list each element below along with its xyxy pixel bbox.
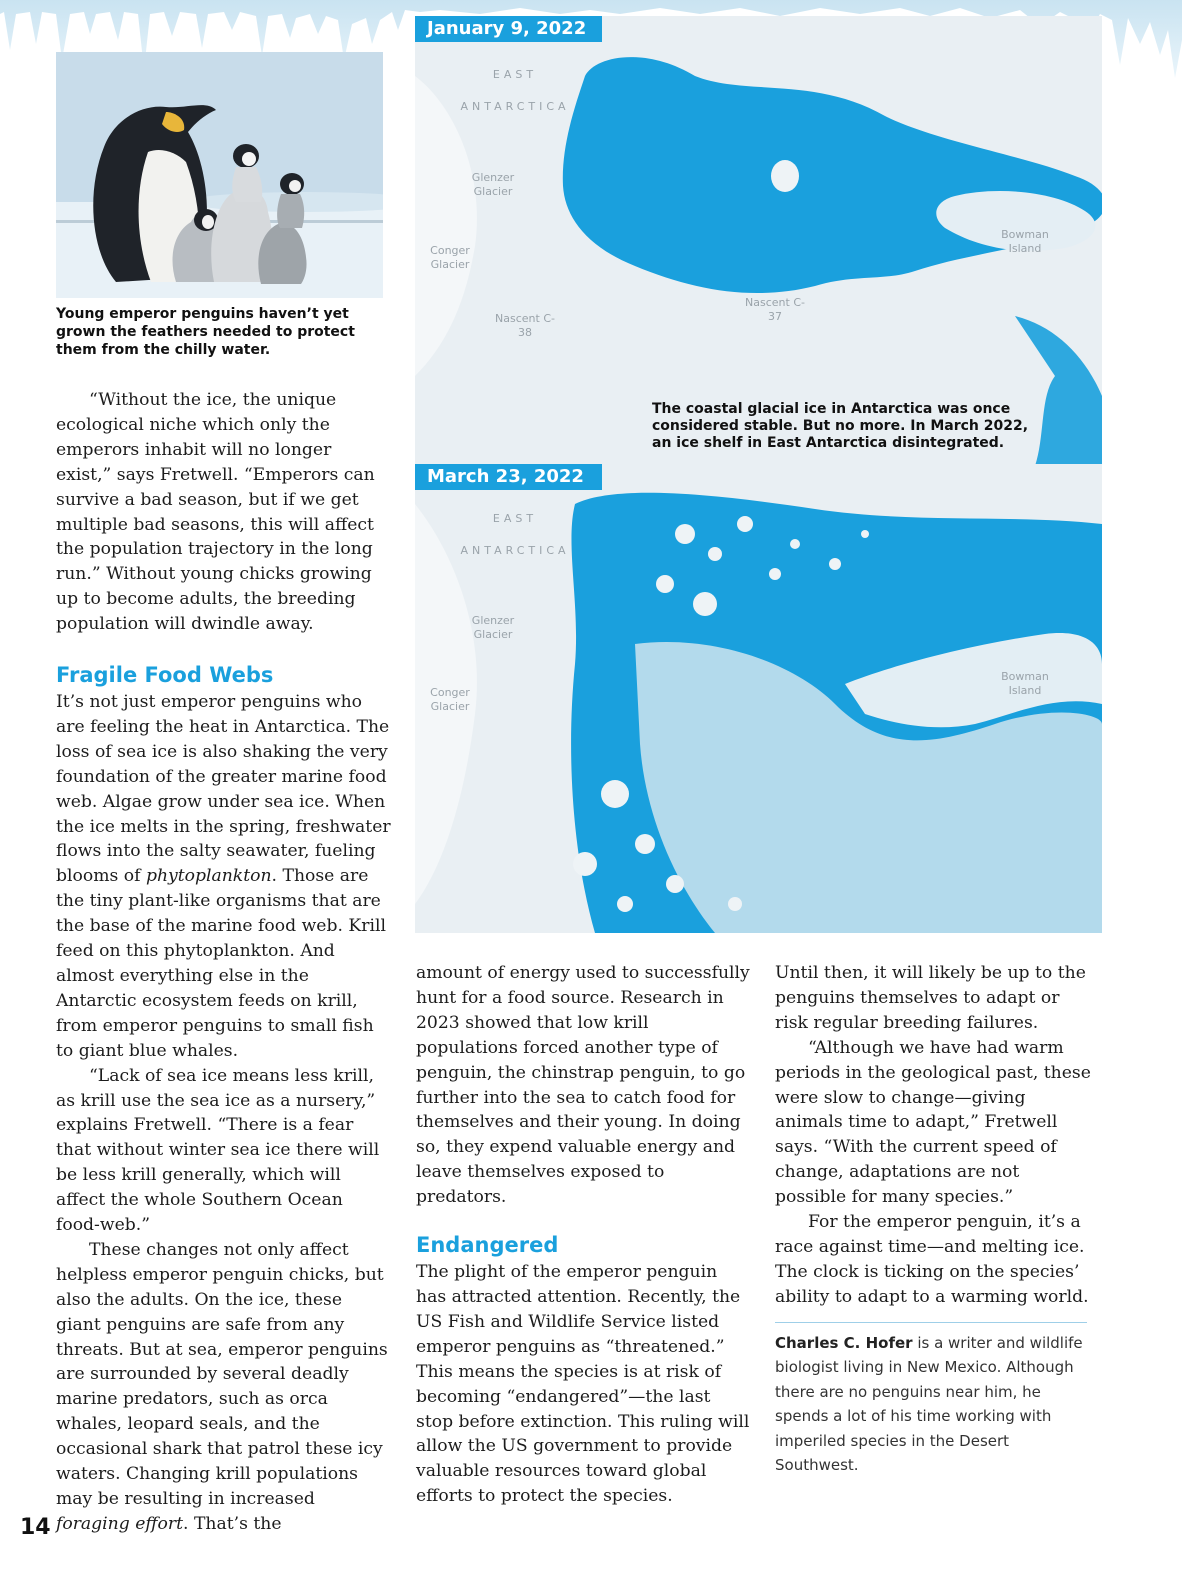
- paragraph-energy: amount of energy used to successfully hunt for a food source. Research in 2023 showed that low krill populations forced another type of penguin, the chinstrap penguin, to go further into the sea to catch food for themselves and their young. In doing so, they expend valuable energy and leave themselves exposed to predators.: [416, 963, 750, 1208]
- paragraph-adults: These changes not only affect helpless emperor penguin chicks, but also the adults. On the ice, these giant penguins are safe from any threats. But at sea, emperor penguins are surrounded by several deadly marine predators, such as orca whales, leopard seals, and the occasional shark that patrol these icy waters. Changing krill populations may be resulting in increased foraging effort. That’s the: [56, 1239, 388, 1534]
- map-label-bowman-island: Bowman Island: [1001, 670, 1049, 697]
- map-caption: The coastal glacial ice in Antarctica was once considered stable. But no more. In March 2022, an ice shelf in East Antarctica disintegrated.: [652, 401, 1029, 451]
- map-label-bowman-island: Bowman Island: [1001, 228, 1049, 255]
- penguin-photo: [56, 52, 383, 298]
- map-march-2022: [415, 464, 1102, 933]
- term-phytoplankton: phytoplankton: [145, 866, 272, 887]
- article-column-2: [416, 961, 751, 1509]
- map-label-antarctica: ANTARCTICA: [460, 544, 570, 557]
- paragraph-without-ice: “Without the ice, the unique ecological niche which only the emperors inhabit will no longer exist,” says Fretwell. “Emperors can survive a bad season, but if we get multiple bad seasons, this will affect the population trajectory in the long run.” Without young chicks growing up to become adults, the breeding population will dwindle away.: [56, 390, 375, 635]
- page-number: 14: [20, 1515, 51, 1540]
- paragraph-food-web: It’s not just emperor penguins who are feeling the heat in Antarctica. The loss of sea ice is also shaking the very foundation of the greater marine food web. Algae grow under sea ice. When the ice melts in the spring, freshwater flows into the salty seawater, fueling blooms of phytoplankton. Those are the tiny plant-like organisms that are the base of the marine food web. Krill feed on this phytoplankton. And almost everything else in the Antarctic ecosystem feeds on krill, from emperor penguins to small fish to giant blue whales.: [56, 692, 391, 1061]
- map-label-east: EAST: [492, 512, 538, 525]
- map-label-conger-glacier: Conger Glacier: [430, 686, 470, 713]
- paragraph-race-against-time: For the emperor penguin, it’s a race against time—and melting ice. The clock is ticking on the species’ ability to adapt to a warming world.: [775, 1212, 1089, 1307]
- article-column-1-top: [56, 388, 386, 637]
- map-label-glenzer-glacier: Glenzer Glacier: [471, 171, 515, 198]
- photo-caption: Young emperor penguins haven’t yet grown the feathers needed to protect them from the chilly water.: [56, 306, 355, 358]
- map-label-east: EAST: [492, 68, 538, 81]
- map-label-nascent-c38: Nascent C-38: [495, 312, 555, 339]
- paragraph-warm-periods: “Although we have had warm periods in the geological past, these were slow to change—giving animals time to adapt,” Fretwell says. “With the current speed of change, adaptations are not possible for many species.”: [775, 1037, 1091, 1208]
- article-column-1: [56, 662, 391, 1537]
- paragraph-plight: The plight of the emperor penguin has attracted attention. Recently, the US Fish and Wildlife Service listed emperor penguins as “threatened.” This means the species is at risk of becoming “endangered”—the last stop before extinction. This ruling will allow the US government to provide valuable resources toward global efforts to protect the species.: [416, 1262, 750, 1507]
- paragraph-lack-of-sea-ice: “Lack of sea ice means less krill, as krill use the sea ice as a nursery,” explains Fretwell. “There is a fear that without winter sea ice there will be less krill generally, which will affect the whole Southern Ocean food-web.”: [56, 1065, 380, 1236]
- map-label-conger-glacier: Conger Glacier: [430, 244, 470, 271]
- author-bio: [775, 1331, 1095, 1478]
- article-column-3: [775, 961, 1095, 1478]
- heading-fragile-food-webs: Fragile Food Webs: [56, 663, 274, 687]
- author-name: Charles C. Hofer: [775, 1333, 913, 1352]
- heading-endangered: Endangered: [416, 1233, 559, 1258]
- map-label-glenzer-glacier: Glenzer Glacier: [471, 614, 515, 641]
- map-january-2022: [415, 16, 1102, 466]
- bio-divider: [775, 1322, 1087, 1323]
- date-label-march: March 23, 2022: [415, 464, 602, 490]
- date-label-january: January 9, 2022: [415, 16, 602, 42]
- map-label-antarctica: ANTARCTICA: [460, 100, 570, 113]
- map-label-nascent-c37: Nascent C-37: [745, 296, 805, 323]
- author-bio-text: is a writer and wildlife biologist living in New Mexico. Although there are no penguins near him, he spends a lot of his time working with imperiled species in the Desert Southwest.: [775, 1333, 1083, 1475]
- emperor-penguins-illustration: [56, 52, 383, 298]
- paragraph-until-then: Until then, it will likely be up to the penguins themselves to adapt or risk regular breeding failures.: [775, 963, 1086, 1033]
- term-foraging-effort: foraging effort: [56, 1513, 184, 1534]
- ice-shelf-map-after: [415, 464, 1102, 933]
